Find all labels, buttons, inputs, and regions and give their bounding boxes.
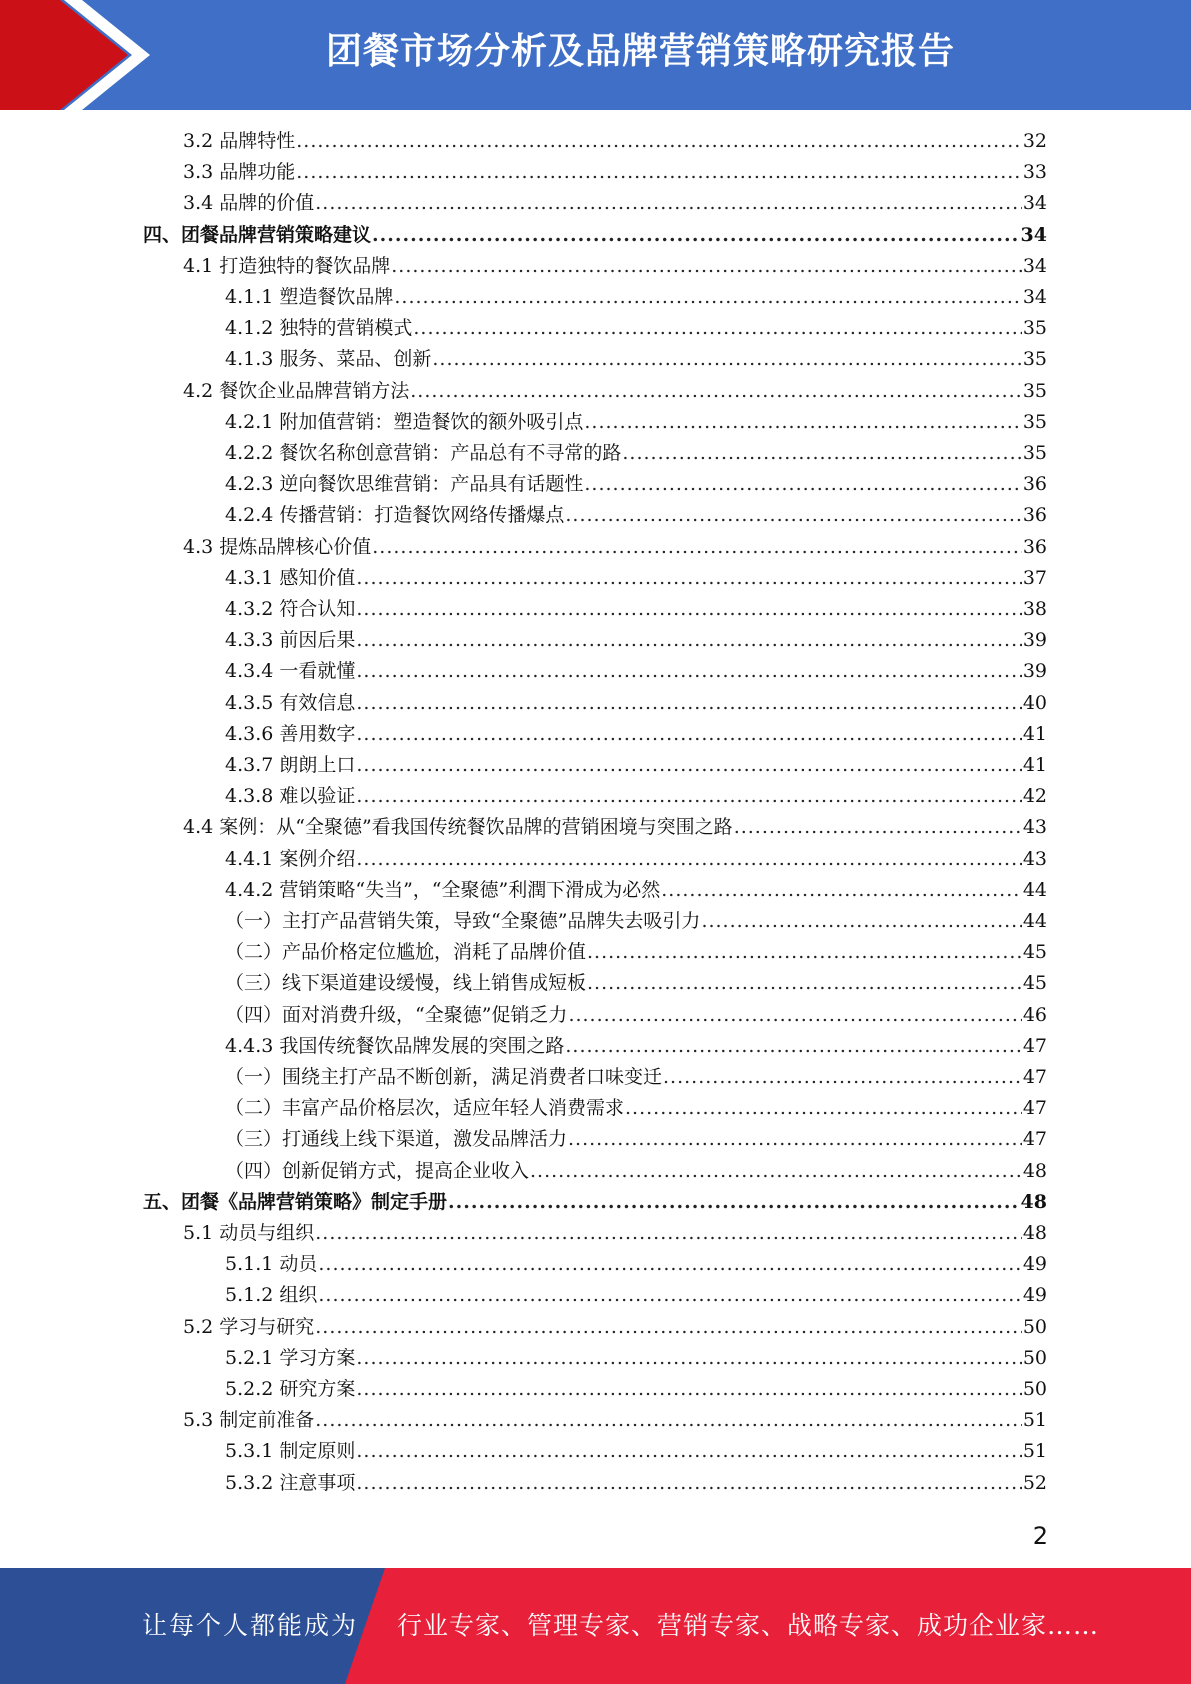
toc-dot-leader — [296, 157, 1022, 188]
toc-dot-leader — [356, 563, 1021, 594]
toc-entry-page: 50 — [1022, 1378, 1047, 1400]
toc-entry[interactable] — [225, 1343, 1047, 1374]
toc-entry-label: 5.3 制定前准备 — [183, 1409, 315, 1432]
toc-entry-page: 47 — [1022, 1128, 1047, 1151]
toc-dot-leader — [587, 968, 1022, 999]
toc-entry-label: 5.2.1 学习方案 — [225, 1346, 356, 1369]
toc-dot-leader — [530, 1156, 1022, 1187]
toc-entry[interactable] — [183, 812, 1047, 843]
toc-dot-leader — [372, 532, 1022, 563]
toc-entry-page: 34 — [1022, 286, 1047, 308]
toc-entry[interactable] — [225, 282, 1047, 313]
toc-entry-label: 4.1 打造独特的餐饮品牌 — [183, 254, 391, 277]
toc-entry[interactable] — [225, 500, 1047, 531]
toc-dot-leader — [625, 1093, 1022, 1124]
toc-entry-page: 42 — [1022, 785, 1047, 808]
toc-entry-label: 四、团餐品牌营销策略建议 — [143, 223, 372, 246]
toc-entry-label: 4.4.1 案例介绍 — [225, 847, 356, 870]
toc-dot-leader — [372, 220, 1020, 251]
toc-entry-label: （三）线下渠道建设缓慢，线上销售成短板 — [225, 972, 587, 995]
toc-entry-page: 43 — [1022, 816, 1047, 839]
toc-dot-leader — [315, 1405, 1022, 1436]
toc-entry[interactable] — [225, 1280, 1047, 1311]
toc-entry-page: 48 — [1022, 1222, 1047, 1244]
toc-entry-page: 36 — [1022, 535, 1047, 558]
toc-entry-page: 48 — [1022, 1159, 1047, 1182]
toc-entry[interactable] — [225, 1374, 1047, 1405]
toc-entry[interactable] — [225, 688, 1047, 719]
toc-entry-label: 5.2.2 研究方案 — [225, 1378, 356, 1400]
toc-entry-label: 5.3.1 制定原则 — [225, 1440, 356, 1463]
toc-dot-leader — [587, 937, 1022, 968]
toc-dot-leader — [296, 126, 1022, 157]
toc-entry-page: 44 — [1022, 878, 1047, 901]
toc-entry[interactable] — [225, 1156, 1047, 1187]
toc-entry-page: 37 — [1022, 566, 1047, 589]
toc-entry-page: 34 — [1020, 223, 1047, 246]
toc-entry-page: 52 — [1022, 1471, 1047, 1494]
toc-entry-label: 4.3.1 感知价值 — [225, 566, 356, 589]
toc-dot-leader — [318, 1249, 1021, 1280]
toc-entry-label: 4.4 案例：从“全聚德”看我国传统餐饮品牌的营销困境与突围之路 — [183, 816, 733, 839]
toc-entry-page: 41 — [1022, 754, 1047, 776]
toc-entry-page: 40 — [1022, 691, 1047, 714]
toc-entry[interactable] — [225, 625, 1047, 656]
toc-dot-leader — [622, 438, 1021, 469]
toc-entry[interactable] — [225, 407, 1047, 438]
toc-entry-page: 49 — [1022, 1284, 1047, 1307]
toc-entry[interactable] — [225, 937, 1047, 968]
footer-slogan-right: 行业专家、管理专家、营销专家、战略专家、成功企业家…… — [397, 1611, 1100, 1640]
toc-dot-leader — [356, 1436, 1021, 1467]
toc-entry-label: 3.2 品牌特性 — [183, 130, 296, 152]
toc-entry[interactable] — [225, 781, 1047, 812]
toc-entry-label: 3.4 品牌的价值 — [183, 192, 315, 215]
toc-dot-leader — [565, 500, 1021, 531]
toc-entry-page: 43 — [1022, 847, 1047, 870]
toc-entry[interactable] — [225, 563, 1047, 594]
toc-dot-leader — [315, 1218, 1022, 1249]
toc-entry-page: 38 — [1022, 598, 1047, 620]
toc-dot-leader — [356, 781, 1021, 812]
toc-dot-leader — [584, 407, 1021, 438]
toc-dot-leader — [448, 1187, 1020, 1218]
toc-dot-leader — [584, 469, 1021, 500]
toc-entry-label: （二）产品价格定位尴尬，消耗了品牌价值 — [225, 941, 587, 964]
toc-entry[interactable] — [225, 594, 1047, 625]
toc-dot-leader — [663, 1062, 1022, 1093]
toc-entry-page: 35 — [1022, 410, 1047, 433]
toc-entry[interactable] — [225, 968, 1047, 999]
toc-entry-label: 4.3 提炼品牌核心价值 — [183, 535, 372, 558]
toc-entry[interactable] — [225, 750, 1047, 781]
toc-dot-leader — [356, 750, 1021, 781]
toc-entry-label: 5.1.1 动员 — [225, 1253, 318, 1276]
toc-entry-label: 4.3.5 有效信息 — [225, 691, 356, 714]
toc-entry-page: 51 — [1022, 1440, 1047, 1463]
toc-entry-label: 4.3.8 难以验证 — [225, 785, 356, 808]
toc-entry-label: 5.3.2 注意事项 — [225, 1471, 356, 1494]
toc-entry-label: 4.2.4 传播营销：打造餐饮网络传播爆点 — [225, 504, 565, 527]
toc-entry-label: 4.1.2 独特的营销模式 — [225, 317, 413, 340]
toc-entry-page: 50 — [1022, 1315, 1047, 1338]
toc-dot-leader — [661, 875, 1022, 906]
toc-dot-leader — [565, 1031, 1021, 1062]
toc-entry-label: （四）面对消费升级，“全聚德”促销乏力 — [225, 1003, 568, 1026]
toc-entry-label: 4.3.2 符合认知 — [225, 598, 356, 620]
toc-dot-leader — [391, 251, 1022, 282]
toc-entry[interactable] — [225, 906, 1047, 937]
toc-dot-leader — [568, 1000, 1021, 1031]
toc-entry-page: 49 — [1022, 1253, 1047, 1276]
toc-entry-label: 5.1 动员与组织 — [183, 1222, 315, 1244]
toc-entry[interactable] — [183, 126, 1047, 157]
toc-dot-leader — [701, 906, 1021, 937]
toc-dot-leader — [356, 1343, 1021, 1374]
toc-entry-page: 51 — [1022, 1409, 1047, 1432]
toc-entry-page: 41 — [1022, 722, 1047, 745]
toc-entry-label: 4.2.1 附加值营销：塑造餐饮的额外吸引点 — [225, 410, 584, 433]
toc-dot-leader — [315, 1312, 1022, 1343]
toc-entry[interactable] — [225, 719, 1047, 750]
toc-entry[interactable] — [183, 1312, 1047, 1343]
toc-entry-page: 47 — [1022, 1066, 1047, 1088]
toc-entry-label: （四）创新促销方式，提高企业收入 — [225, 1159, 530, 1182]
toc-entry[interactable] — [143, 220, 1047, 251]
toc-entry-page: 36 — [1022, 473, 1047, 496]
toc-dot-leader — [356, 1374, 1021, 1405]
toc-dot-leader — [318, 1280, 1021, 1311]
toc-entry[interactable] — [183, 532, 1047, 563]
toc-entry[interactable] — [225, 1000, 1047, 1031]
toc-dot-leader — [356, 656, 1021, 687]
toc-entry-label: 4.2.2 餐饮名称创意营销：产品总有不寻常的路 — [225, 442, 622, 464]
toc-entry-label: （二）丰富产品价格层次，适应年轻人消费需求 — [225, 1097, 625, 1120]
toc-entry[interactable] — [225, 875, 1047, 906]
toc-entry-label: 5.2 学习与研究 — [183, 1315, 315, 1338]
toc-entry-page: 35 — [1022, 317, 1047, 340]
toc-entry-page: 50 — [1022, 1346, 1047, 1369]
toc-entry[interactable] — [225, 1468, 1047, 1499]
toc-dot-leader — [356, 688, 1021, 719]
toc-entry[interactable] — [183, 1405, 1047, 1436]
toc-entry-label: 4.1.3 服务、菜品、创新 — [225, 348, 432, 371]
toc-entry-label: （三）打通线上线下渠道，激发品牌活力 — [225, 1128, 568, 1151]
toc-entry-label: 4.2 餐饮企业品牌营销方法 — [183, 379, 410, 402]
toc-entry-label: （一）主打产品营销失策，导致“全聚德”品牌失去吸引力 — [225, 910, 701, 932]
toc-entry[interactable] — [225, 313, 1047, 344]
toc-entry-page: 45 — [1022, 972, 1047, 995]
toc-entry[interactable] — [225, 1436, 1047, 1467]
toc-entry-label: 4.3.4 一看就懂 — [225, 660, 356, 683]
toc-dot-leader — [315, 188, 1022, 219]
toc-dot-leader — [356, 1468, 1021, 1499]
toc-entry-label: 4.1.1 塑造餐饮品牌 — [225, 286, 394, 308]
toc-dot-leader — [432, 344, 1021, 375]
toc-dot-leader — [394, 282, 1021, 313]
toc-entry-label: 4.3.7 朗朗上口 — [225, 754, 356, 776]
toc-entry[interactable] — [225, 469, 1047, 500]
toc-entry[interactable] — [183, 157, 1047, 188]
toc-entry[interactable] — [225, 344, 1047, 375]
toc-entry-page: 46 — [1022, 1003, 1047, 1026]
toc-entry[interactable] — [225, 438, 1047, 469]
toc-entry-page: 35 — [1022, 442, 1047, 464]
toc-entry-page: 47 — [1022, 1097, 1047, 1120]
toc-dot-leader — [568, 1124, 1022, 1155]
toc-dot-leader — [356, 719, 1021, 750]
toc-entry-label: 4.3.3 前因后果 — [225, 629, 356, 652]
toc-entry-page: 32 — [1022, 130, 1047, 152]
toc-entry-page: 45 — [1022, 941, 1047, 964]
toc-entry-page: 39 — [1022, 660, 1047, 683]
footer-slogan-left: 让每个人都能成为 — [142, 1611, 359, 1640]
toc-entry[interactable] — [225, 1124, 1047, 1155]
toc-entry-page: 34 — [1022, 254, 1047, 277]
toc-entry-label: 4.2.3 逆向餐饮思维营销：产品具有话题性 — [225, 473, 584, 496]
toc-entry-page: 34 — [1022, 192, 1047, 215]
toc-entry-page: 47 — [1022, 1034, 1047, 1057]
toc-entry-page: 36 — [1022, 504, 1047, 527]
toc-entry[interactable] — [225, 1062, 1047, 1093]
toc-entry-label: 4.4.3 我国传统餐饮品牌发展的突围之路 — [225, 1034, 565, 1057]
toc-entry[interactable] — [183, 1218, 1047, 1249]
toc-entry[interactable] — [225, 844, 1047, 875]
toc-entry-page: 44 — [1022, 910, 1047, 932]
toc-entry[interactable] — [183, 188, 1047, 219]
report-title: 团餐市场分析及品牌营销策略研究报告 — [325, 31, 955, 72]
toc-entry-page: 35 — [1022, 348, 1047, 371]
page-footer — [0, 1568, 1191, 1684]
page-header — [0, 0, 1191, 110]
toc-dot-leader — [356, 594, 1021, 625]
toc-entry-label: 3.3 品牌功能 — [183, 161, 296, 184]
toc-entry[interactable] — [183, 376, 1047, 407]
toc-dot-leader — [734, 812, 1022, 843]
toc-entry-label: （一）围绕主打产品不断创新，满足消费者口味变迁 — [225, 1066, 663, 1088]
toc-entry[interactable] — [225, 1093, 1047, 1124]
toc-entry-page: 35 — [1022, 379, 1047, 402]
toc-dot-leader — [413, 313, 1021, 344]
page-number: 2 — [1032, 1522, 1048, 1550]
toc-entry-label: 4.3.6 善用数字 — [225, 722, 356, 745]
toc-dot-leader — [410, 376, 1022, 407]
toc-dot-leader — [356, 844, 1021, 875]
toc-entry-label: 五、团餐《品牌营销策略》制定手册 — [143, 1190, 448, 1213]
toc-entry-page: 33 — [1022, 161, 1047, 184]
toc-entry-label: 5.1.2 组织 — [225, 1284, 318, 1307]
toc-entry[interactable] — [183, 251, 1047, 282]
toc-entry[interactable] — [143, 1187, 1047, 1218]
toc-entry-page: 48 — [1020, 1190, 1047, 1213]
toc-entry[interactable] — [225, 1031, 1047, 1062]
toc-entry[interactable] — [225, 1249, 1047, 1280]
toc-entry-page: 39 — [1022, 629, 1047, 652]
toc-dot-leader — [356, 625, 1021, 656]
toc-entry[interactable] — [225, 656, 1047, 687]
toc-entry-label: 4.4.2 营销策略“失当”，“全聚德”利潤下滑成为必然 — [225, 878, 661, 901]
